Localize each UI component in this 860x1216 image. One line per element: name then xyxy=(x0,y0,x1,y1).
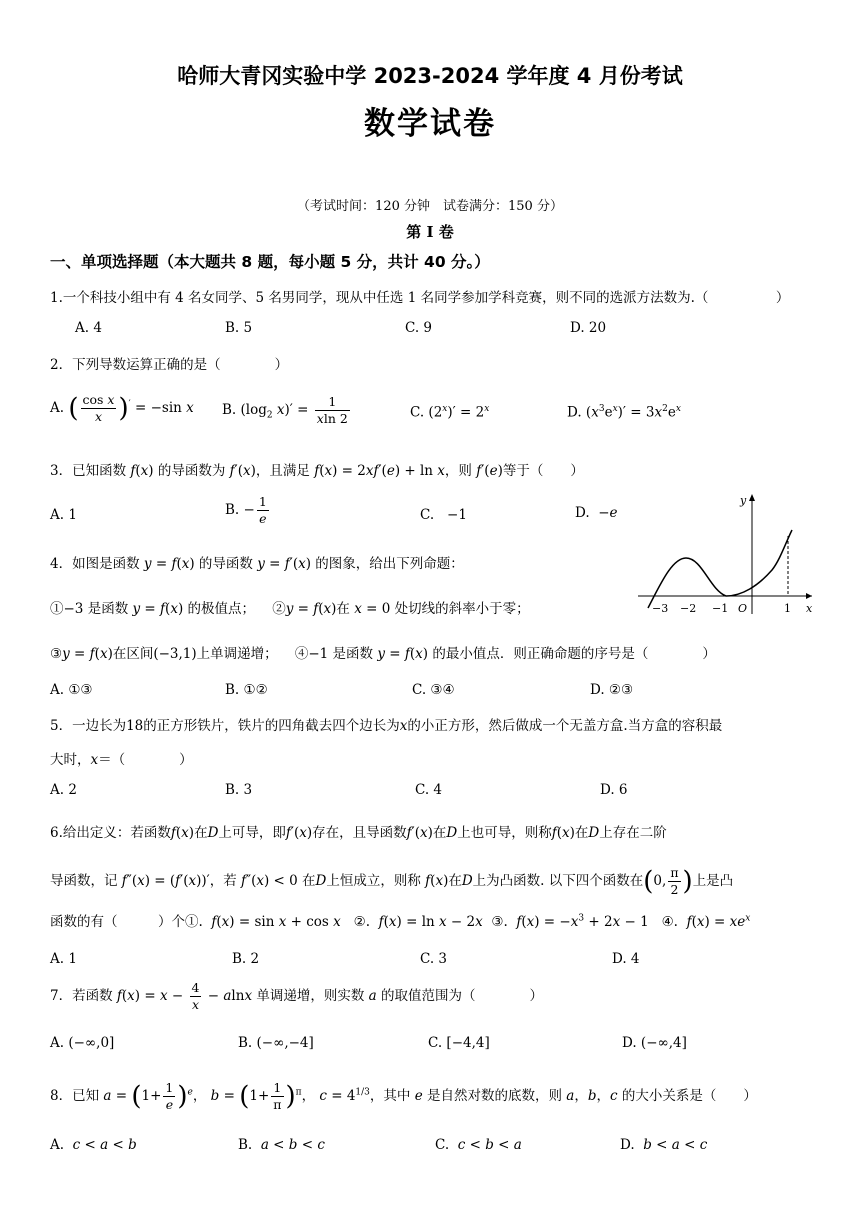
q6-line3: 函数的有（ ）个①. f(x) = sin x + cos x ②. f(x) = ln x − 2x ③. $f(x) = -x^3 + 2x - 1$ ④. $f(x) = xe^x$ xyxy=(50,913,751,930)
x-axis-label: x xyxy=(806,602,813,615)
q4-option-a: A. ①③ xyxy=(50,682,93,698)
q2-stem: 2．下列导数运算正确的是（ ） xyxy=(50,357,289,373)
q8-option-d: D. b < a < c xyxy=(620,1137,708,1153)
q3-option-d: D. −e xyxy=(575,505,618,521)
q8-option-b: B. a < b < c xyxy=(238,1137,325,1153)
tick-origin: O xyxy=(738,602,748,615)
q7-stem: 7．若函数 f(x) = x − $\frac{4}{x}$ − alnx 单调递增，则实数 a 的取值范围为（ ） xyxy=(50,980,544,1012)
q6-option-a: A. 1 xyxy=(50,951,77,967)
tick-1: 1 xyxy=(784,602,791,615)
x-axis-arrow xyxy=(806,593,812,599)
tick-neg2: −2 xyxy=(680,602,697,615)
q5-stem-line2: 大时，x＝（ ） xyxy=(50,752,193,768)
q4-derivative-graph xyxy=(630,490,820,618)
q7-option-c: C. [−4,4] xyxy=(428,1035,490,1051)
q3-option-b: B. − $\frac{1}{e}$ xyxy=(225,494,267,526)
q1-option-c: C. 9 xyxy=(405,320,433,336)
q4-propositions-1-2: ①−3 是函数 y = f(x) 的极值点； ②y = f(x)在 x = 0 处切线的斜率小于零； xyxy=(50,601,530,617)
q2-label-a: A. xyxy=(50,400,65,416)
q2-option-b: B. ($\log_2$ x)′ = $\frac{1}{xln 2}$ xyxy=(222,394,348,426)
q3-option-a: A. 1 xyxy=(50,507,77,523)
q4-option-c: C. ③④ xyxy=(412,682,455,698)
q5-option-b: B. 3 xyxy=(225,782,253,798)
q5-option-c: C. 4 xyxy=(415,782,443,798)
y-axis-label: y xyxy=(740,494,747,507)
q7-option-d: D. (−∞,4] xyxy=(622,1035,687,1051)
q2-option-d: D. $(x^3e^x)' = 3x^2e^x$ xyxy=(567,404,681,421)
q1-stem: 1.一个科技小组中有 4 名女同学、5 名男同学，现从中任选 1 名同学参加学科竞赛，则不同的选派方法数为.（ ） xyxy=(50,290,790,306)
q2-option-c: C. $(2^x)' = 2^x$ xyxy=(410,404,490,421)
q6-line1: 6.给出定义：若函数f(x)在D上可导，即f′(x)存在，且导函数f′(x)在D上也可导，则称f(x)在D上存在二阶 xyxy=(50,825,667,841)
paper-title: 数学试卷 xyxy=(364,106,496,142)
q4-option-b: B. ①② xyxy=(225,682,268,698)
q1-option-a: A. 4 xyxy=(75,320,102,336)
section-heading: 一、单项选择题（本大题共 8 题，每小题 5 分，共计 40 分。） xyxy=(50,253,490,271)
q2-label-d: D. xyxy=(567,404,582,421)
q6-option-d: D. 4 xyxy=(612,951,640,967)
q8-stem: 8．已知 a = (1+ $\frac{1}{e}$ )$^e$， b = (1+ $\frac{1}{\pi}$ )$^\pi$， $c = 4^{1/3}$，其中 e 是自然对数的底数，则 a，b，c 的大小关系是（ ） xyxy=(50,1080,757,1112)
q6-option-c: C. 3 xyxy=(420,951,448,967)
q4-option-d: D. ②③ xyxy=(590,682,634,698)
q2-label-c: C. xyxy=(410,404,425,421)
tick-neg1: −1 xyxy=(712,602,729,615)
q8-option-c: C. c < b < a xyxy=(435,1137,522,1153)
q5-option-a: A. 2 xyxy=(50,782,77,798)
q6-option-b: B. 2 xyxy=(232,951,260,967)
q4-propositions-3-4: ③y = f(x)在区间(−3,1)上单调递增； ④−1 是函数 y = f(x) 的最小值点．则正确命题的序号是（ ） xyxy=(50,646,716,662)
q2-label-b: B. xyxy=(222,402,237,418)
q4-stem: 4．如图是函数 y = f(x) 的导函数 y = f′(x) 的图象，给出下列命题： xyxy=(50,556,464,572)
q6-line2: 导函数，记 f″(x) = (f′(x))′，若 f″(x) < 0 在D上恒成立，则称 f(x)在D上为凸函数. 以下四个函数在(0, $\frac{\pi}{2}$ )上是凸 xyxy=(50,865,734,897)
q5-stem-line1: 5．一边长为18的正方形铁片，铁片的四角截去四个边长为x的小正方形，然后做成一个无盖方盒.当方盒的容积最 xyxy=(50,718,723,734)
q8-option-a: A. c < a < b xyxy=(50,1137,137,1153)
q7-option-b: B. (−∞,−4] xyxy=(238,1035,314,1051)
q2-option-a: A. ( $\frac{\text{cos x}}{x}$ )′ = −sin x xyxy=(50,392,194,424)
exam-info: （考试时间：120 分钟 试卷满分：150 分） xyxy=(297,199,563,214)
q1-option-d: D. 20 xyxy=(570,320,607,336)
school-title: 哈师大青冈实验中学 2023-2024 学年度 4 月份考试 xyxy=(177,64,683,88)
y-axis-arrow xyxy=(749,494,755,501)
q3-stem: 3．已知函数 f(x) 的导函数为 f′(x)，且满足 f(x) = 2xf′(e) + ln x，则 f′(e)等于（ ） xyxy=(50,463,584,479)
q3-option-c: C. −1 xyxy=(420,507,467,523)
q5-option-d: D. 6 xyxy=(600,782,628,798)
q7-option-a: A. (−∞,0] xyxy=(50,1035,115,1051)
tick-neg3: −3 xyxy=(652,602,669,615)
q1-option-b: B. 5 xyxy=(225,320,253,336)
volume-label: 第 I 卷 xyxy=(406,223,454,241)
